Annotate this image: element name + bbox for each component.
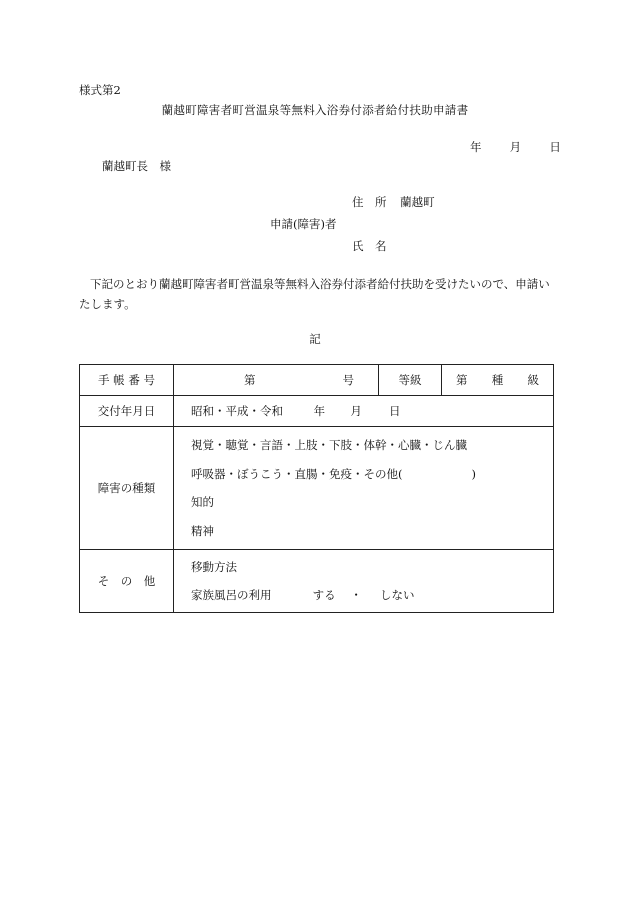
movement-method-label: 移動方法 — [191, 559, 237, 574]
applicant-role: 申請(障害)者 — [270, 217, 337, 231]
family-bath-line — [191, 581, 553, 610]
family-bath-yes[interactable]: する — [312, 588, 336, 602]
notebook-number-label: 手 帳 番 号 — [80, 365, 174, 396]
disability-type-cell[interactable] — [174, 427, 554, 550]
issue-date-month: 月 — [350, 404, 362, 418]
grade-dai: 第 — [456, 373, 468, 387]
grade-shu: 種 — [491, 373, 504, 387]
grade-cell[interactable] — [442, 365, 554, 396]
disability-line-4: 精神 — [191, 523, 214, 538]
ki-heading: 記 — [309, 332, 321, 346]
family-bath-label: 家族風呂の利用 — [191, 588, 272, 602]
family-bath-no[interactable]: しない — [379, 588, 415, 602]
row-notebook-number — [80, 365, 554, 396]
disability-line-3: 知的 — [191, 495, 214, 509]
disability-type-label: 障害の種類 — [80, 427, 174, 550]
form-number: 様式第2 — [79, 83, 121, 97]
name-label: 氏 名 — [352, 239, 387, 253]
addressee: 蘭越町長 様 — [102, 159, 171, 173]
grade-label: 等級 — [379, 365, 442, 396]
grade-kyu: 級 — [527, 373, 539, 387]
other-cell[interactable] — [174, 550, 554, 613]
issue-date-year: 年 — [313, 404, 326, 418]
issue-date-day: 日 — [388, 404, 401, 418]
date-day: 日 — [549, 140, 561, 154]
document-title: 蘭越町障害者町営温泉等無料入浴券付添者給付扶助申請書 — [161, 103, 469, 117]
disability-line-1: 視覚・聴覚・言語・上肢・下肢・体幹・心臓・じん臓 — [191, 438, 467, 452]
date-year: 年 — [470, 140, 482, 154]
notebook-go: 号 — [342, 373, 354, 387]
issue-date-cell[interactable] — [174, 396, 554, 427]
date-line — [470, 139, 561, 155]
address-value: 蘭越町 — [400, 195, 435, 209]
address-line — [352, 194, 435, 210]
other-label: そ の 他 — [80, 550, 174, 613]
row-issue-date — [80, 396, 554, 427]
row-other — [80, 550, 554, 613]
address-label: 住 所 — [352, 195, 387, 209]
issue-date-label: 交付年月日 — [80, 396, 174, 427]
notebook-number-cell[interactable] — [174, 365, 379, 396]
issue-date-eras: 昭和・平成・令和 — [191, 404, 283, 418]
disability-line-2: 呼吸器・ぼうこう・直腸・免疫・その他( ) — [191, 466, 476, 481]
body-text: 下記のとおり蘭越町障害者町営温泉等無料入浴券付添者給付扶助を受けたいので、申請いたします。 — [79, 277, 550, 311]
application-table — [79, 364, 554, 613]
notebook-dai: 第 — [244, 373, 256, 387]
row-disability-type — [80, 427, 554, 550]
family-bath-separator: ・ — [350, 588, 362, 602]
date-month: 月 — [509, 140, 522, 154]
